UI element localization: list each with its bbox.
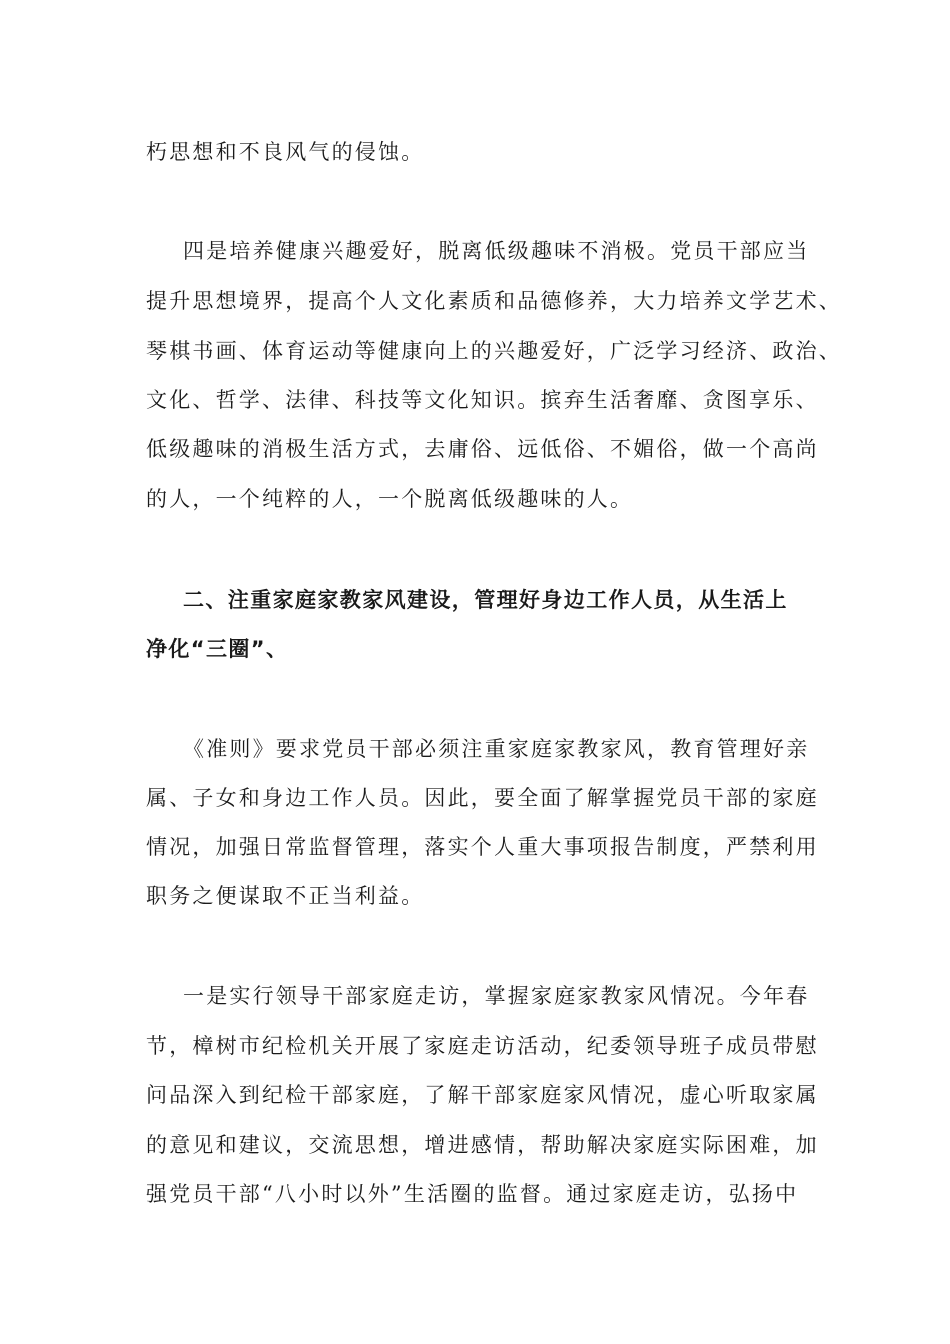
paragraph-line: 情况，加强日常监督管理，落实个人重大事项报告制度，严禁利用 bbox=[146, 835, 819, 859]
paragraph-line: 问品深入到纪检干部家庭，了解干部家庭家风情况，虚心听取家属 bbox=[146, 1083, 819, 1107]
paragraph-line: 的人，一个纯粹的人，一个脱离低级趣味的人。 bbox=[146, 487, 634, 511]
paragraph-line: 强党员干部“八小时以外”生活圈的监督。通过家庭走访，弘扬中 bbox=[146, 1182, 799, 1206]
paragraph-line: 低级趣味的消极生活方式，去庸俗、远低俗、不媚俗，做一个高尚 bbox=[146, 437, 819, 461]
paragraph-line: 提升思想境界，提高个人文化素质和品德修养，大力培养文学艺术、 bbox=[146, 289, 842, 313]
section-heading-line: 净化“三圈”、 bbox=[146, 637, 289, 661]
paragraph-line: 琴棋书画、体育运动等健康向上的兴趣爱好，广泛学习经济、政治、 bbox=[146, 339, 842, 363]
paragraph-line: 《准则》要求党员干部必须注重家庭家教家风，教育管理好亲 bbox=[183, 737, 810, 761]
paragraph-line: 四是培养健康兴趣爱好，脱离低级趣味不消极。党员干部应当 bbox=[183, 239, 810, 263]
paragraph-line: 节，樟树市纪检机关开展了家庭走访活动，纪委领导班子成员带慰 bbox=[146, 1034, 819, 1058]
paragraph-line: 的意见和建议，交流思想，增进感情，帮助解决家庭实际困难，加 bbox=[146, 1133, 819, 1157]
paragraph-line: 文化、哲学、法律、科技等文化知识。摈弃生活奢靡、贪图享乐、 bbox=[146, 388, 819, 412]
section-heading-line: 二、注重家庭家教家风建设，管理好身边工作人员，从生活上 bbox=[183, 588, 788, 612]
paragraph-line: 职务之便谋取不正当利益。 bbox=[146, 884, 425, 908]
paragraph-line: 一是实行领导干部家庭走访，掌握家庭家教家风情况。今年春 bbox=[183, 984, 810, 1008]
paragraph-line: 朽思想和不良风气的侵蚀。 bbox=[146, 140, 425, 164]
paragraph-line: 属、子女和身边工作人员。因此，要全面了解掌握党员干部的家庭 bbox=[146, 786, 819, 810]
